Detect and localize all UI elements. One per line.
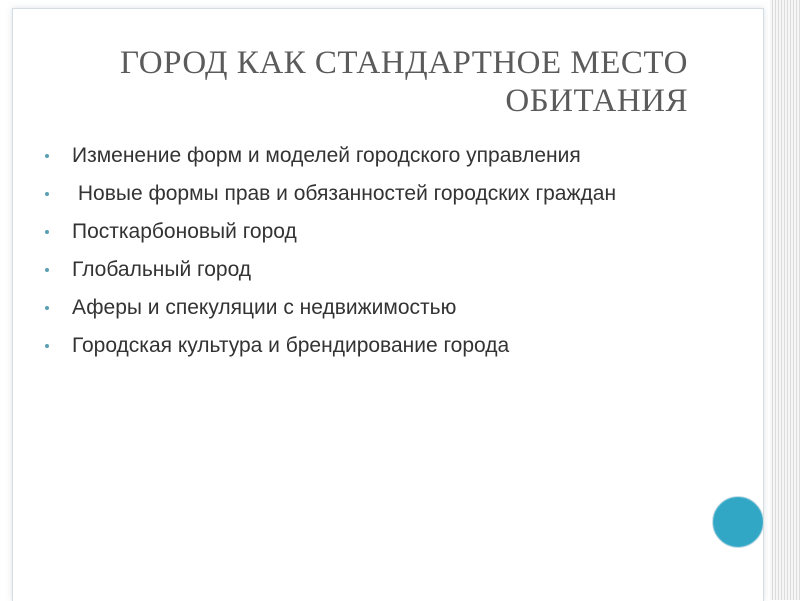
bullet-dot-icon [45, 192, 49, 196]
list-item [42, 142, 682, 169]
list-item [42, 256, 682, 283]
slide-title: ГОРОД КАК СТАНДАРТНОЕ МЕСТО ОБИТАНИЯ [120, 45, 688, 119]
list-item [42, 180, 682, 207]
bullet-dot-icon [45, 230, 49, 234]
list-item-text: Новые формы прав и обязанностей городских граждан [72, 182, 617, 205]
list-item-text: Городская культура и брендирование города [72, 334, 510, 357]
bullet-dot-icon [45, 154, 49, 158]
list-item-text: Глобальный город [72, 258, 252, 281]
list-item-text: Аферы и спекуляции с недвижимостью [72, 296, 457, 319]
bullet-dot-icon [45, 344, 49, 348]
decorative-circle-icon [712, 496, 764, 548]
list-item-text: Изменение форм и моделей городского управления [72, 144, 581, 167]
list-item [42, 218, 682, 245]
list-item [42, 332, 682, 359]
bullet-dot-icon [45, 268, 49, 272]
bullet-dot-icon [45, 306, 49, 310]
bullet-list [42, 142, 682, 370]
decorative-stripes [770, 0, 800, 600]
list-item [42, 294, 682, 321]
list-item-text: Посткарбоновый город [72, 220, 297, 243]
